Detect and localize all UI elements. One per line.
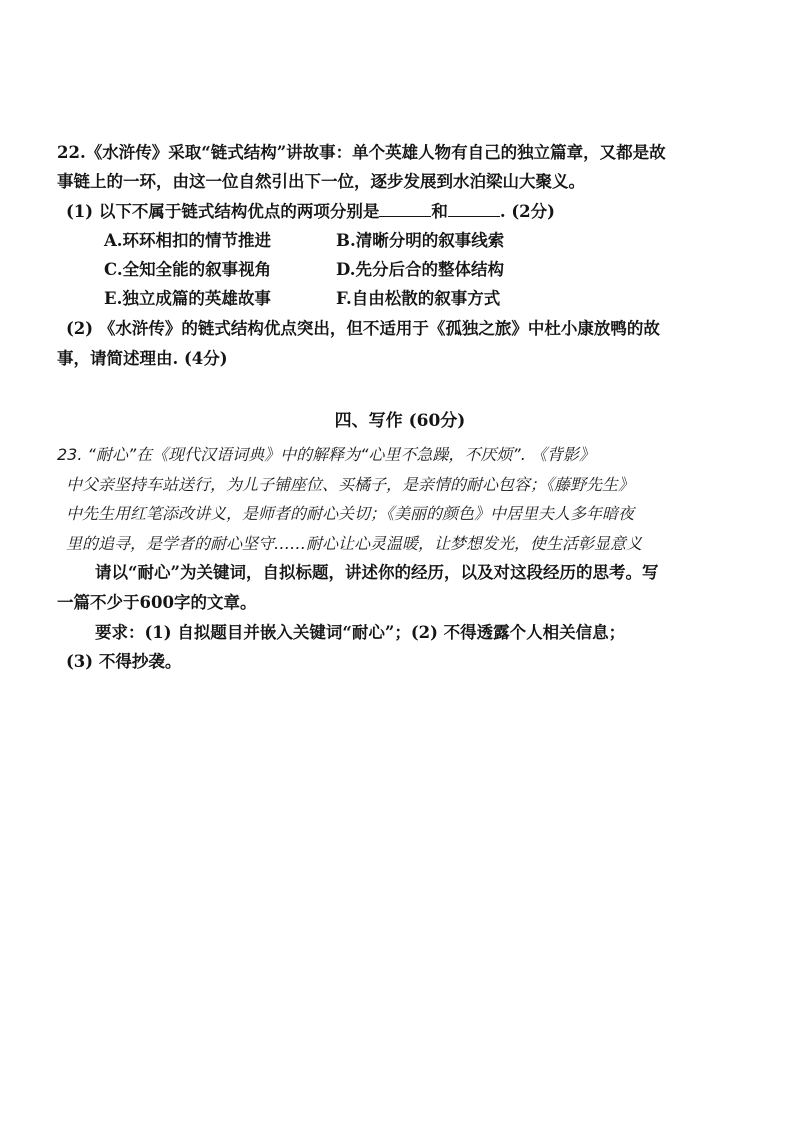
q23-requirements-line-1: 要求：(1) 自拟题目并嵌入关键词“耐心”；(2) 不得透露个人相关信息； — [95, 623, 626, 642]
section-title-writing: 四、写作 (60分) — [334, 411, 466, 431]
q23-quote-line-3: 中先生用红笔添改讲义，是师者的耐心关切；《美丽的颜色》中居里夫人多年暗夜 — [66, 504, 635, 523]
option-e: E.独立成篇的英雄故事 — [104, 289, 271, 308]
answer-blank-1[interactable] — [379, 202, 431, 217]
q23-prompt-line-1: 请以“耐心”为关键词，自拟标题，讲述你的经历，以及对这段经历的思考。写 — [95, 563, 659, 582]
q22-sub1-prefix: (1) 以下不属于链式结构优点的两项分别是 — [66, 202, 380, 221]
q22-sub1-suffix: . (2分) — [499, 202, 555, 221]
q23-quote-line-1: 23. “耐心”在《现代汉语词典》中的解释为“心里不急躁，不厌烦”. 《背影》 — [57, 445, 595, 464]
option-a: A.环环相扣的情节推进 — [104, 231, 272, 250]
answer-blank-2[interactable] — [448, 202, 500, 217]
option-c: C.全知全能的叙事视角 — [104, 260, 272, 279]
option-d: D.先分后合的整体结构 — [336, 260, 504, 279]
q23-quote-line-2: 中父亲坚持车站送行，为儿子铺座位、买橘子，是亲情的耐心包容；《藤野先生》 — [66, 475, 635, 494]
q23-requirements-line-2: (3) 不得抄袭。 — [66, 652, 182, 671]
q22-subquestion-2-line-1: (2) 《水浒传》的链式结构优点突出，但不适用于《孤独之旅》中杜小康放鸭的故 — [66, 319, 660, 338]
q22-subquestion-1 — [66, 201, 555, 223]
q22-stem-line-1: 22.《水浒传》采取“链式结构”讲故事：单个英雄人物有自己的独立篇章，又都是故 — [57, 143, 666, 162]
q22-sub1-and: 和 — [431, 202, 448, 221]
q23-quote-line-4: 里的追寻，是学者的耐心坚守……耐心让心灵温暖，让梦想发光，使生活彰显意义 — [66, 534, 643, 553]
q23-prompt-line-2: 一篇不少于600字的文章。 — [57, 593, 257, 612]
q22-stem-line-2: 事链上的一环，由这一位自然引出下一位，逐步发展到水泊梁山大聚义。 — [57, 172, 585, 191]
q22-subquestion-2-line-2: 事，请简述理由. (4分) — [57, 349, 228, 368]
option-f: F.自由松散的叙事方式 — [336, 289, 501, 308]
option-b: B.清晰分明的叙事线索 — [336, 231, 505, 250]
